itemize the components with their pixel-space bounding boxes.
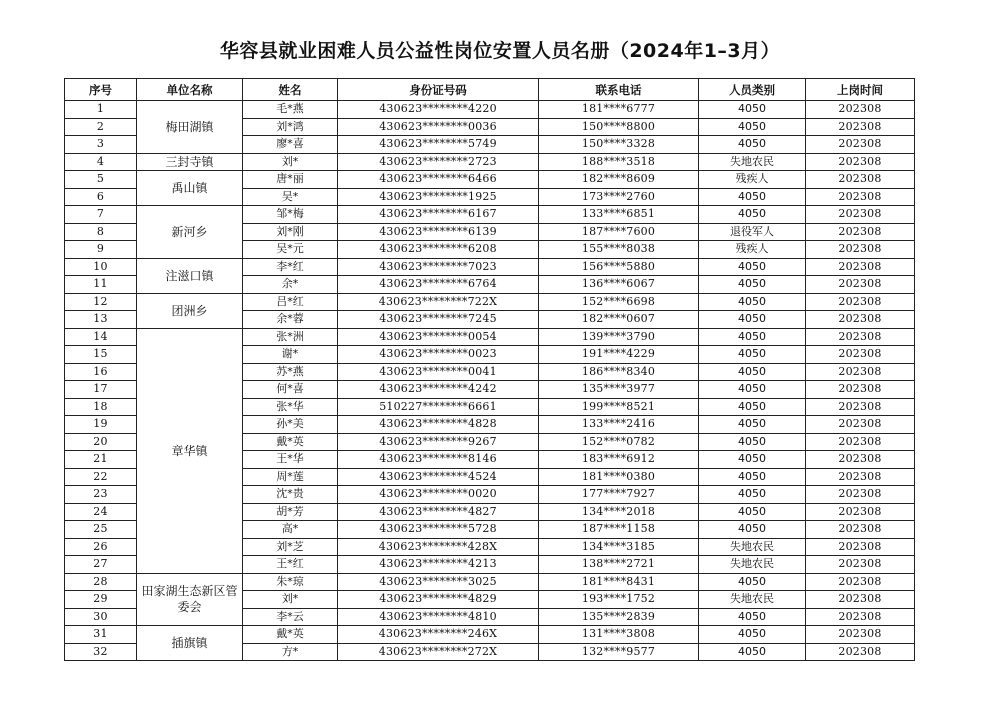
cell-category: 4050 bbox=[699, 486, 806, 504]
cell-category: 4050 bbox=[699, 206, 806, 224]
table-row bbox=[65, 153, 915, 171]
cell-phone: 187****1158 bbox=[539, 521, 699, 539]
cell-id: 430623********4242 bbox=[338, 381, 539, 399]
cell-no: 12 bbox=[65, 293, 137, 311]
cell-phone: 183****6912 bbox=[539, 451, 699, 469]
cell-name: 张*洲 bbox=[243, 328, 338, 346]
cell-phone: 133****2416 bbox=[539, 416, 699, 434]
cell-category: 4050 bbox=[699, 118, 806, 136]
cell-id: 430623********4220 bbox=[338, 101, 539, 119]
header-unit: 单位名称 bbox=[137, 79, 243, 101]
cell-phone: 155****8038 bbox=[539, 241, 699, 259]
cell-no: 5 bbox=[65, 171, 137, 189]
cell-category: 4050 bbox=[699, 521, 806, 539]
cell-start: 202308 bbox=[806, 643, 915, 661]
cell-phone: 136****6067 bbox=[539, 276, 699, 294]
cell-id: 430623********272X bbox=[338, 643, 539, 661]
personnel-table bbox=[64, 78, 915, 661]
cell-phone: 138****2721 bbox=[539, 556, 699, 574]
cell-category: 4050 bbox=[699, 608, 806, 626]
cell-start: 202308 bbox=[806, 171, 915, 189]
cell-category: 4050 bbox=[699, 503, 806, 521]
cell-category: 4050 bbox=[699, 468, 806, 486]
cell-category: 4050 bbox=[699, 363, 806, 381]
cell-name: 邹*梅 bbox=[243, 206, 338, 224]
cell-id: 510227********6661 bbox=[338, 398, 539, 416]
cell-name: 李*红 bbox=[243, 258, 338, 276]
cell-phone: 135****2839 bbox=[539, 608, 699, 626]
cell-id: 430623********4828 bbox=[338, 416, 539, 434]
cell-no: 23 bbox=[65, 486, 137, 504]
cell-category: 4050 bbox=[699, 293, 806, 311]
cell-name: 王*华 bbox=[243, 451, 338, 469]
cell-phone: 152****0782 bbox=[539, 433, 699, 451]
cell-id: 430623********1925 bbox=[338, 188, 539, 206]
cell-category: 4050 bbox=[699, 643, 806, 661]
cell-name: 李*云 bbox=[243, 608, 338, 626]
cell-id: 430623********7245 bbox=[338, 311, 539, 329]
cell-no: 32 bbox=[65, 643, 137, 661]
cell-no: 17 bbox=[65, 381, 137, 399]
cell-id: 430623********5749 bbox=[338, 136, 539, 154]
cell-phone: 135****3977 bbox=[539, 381, 699, 399]
cell-start: 202308 bbox=[806, 591, 915, 609]
cell-id: 430623********5728 bbox=[338, 521, 539, 539]
cell-id: 430623********0054 bbox=[338, 328, 539, 346]
cell-phone: 182****0607 bbox=[539, 311, 699, 329]
cell-category: 4050 bbox=[699, 136, 806, 154]
cell-no: 16 bbox=[65, 363, 137, 381]
cell-id: 430623********6764 bbox=[338, 276, 539, 294]
cell-no: 26 bbox=[65, 538, 137, 556]
cell-phone: 132****9577 bbox=[539, 643, 699, 661]
cell-name: 廖*喜 bbox=[243, 136, 338, 154]
cell-start: 202308 bbox=[806, 153, 915, 171]
cell-name: 吴* bbox=[243, 188, 338, 206]
cell-category: 4050 bbox=[699, 451, 806, 469]
cell-name: 刘* bbox=[243, 591, 338, 609]
cell-id: 430623********0023 bbox=[338, 346, 539, 364]
cell-id: 430623********4524 bbox=[338, 468, 539, 486]
cell-phone: 173****2760 bbox=[539, 188, 699, 206]
cell-name: 周*莲 bbox=[243, 468, 338, 486]
cell-phone: 188****3518 bbox=[539, 153, 699, 171]
cell-phone: 134****2018 bbox=[539, 503, 699, 521]
cell-phone: 187****7600 bbox=[539, 223, 699, 241]
cell-start: 202308 bbox=[806, 556, 915, 574]
cell-category: 4050 bbox=[699, 346, 806, 364]
cell-name: 孙*美 bbox=[243, 416, 338, 434]
cell-name: 苏*燕 bbox=[243, 363, 338, 381]
cell-no: 6 bbox=[65, 188, 137, 206]
cell-start: 202308 bbox=[806, 416, 915, 434]
cell-phone: 199****8521 bbox=[539, 398, 699, 416]
cell-id: 430623********4829 bbox=[338, 591, 539, 609]
cell-start: 202308 bbox=[806, 363, 915, 381]
cell-phone: 134****3185 bbox=[539, 538, 699, 556]
cell-no: 4 bbox=[65, 153, 137, 171]
cell-phone: 186****8340 bbox=[539, 363, 699, 381]
cell-start: 202308 bbox=[806, 328, 915, 346]
cell-unit: 章华镇 bbox=[137, 328, 243, 573]
cell-no: 29 bbox=[65, 591, 137, 609]
cell-id: 430623********8146 bbox=[338, 451, 539, 469]
cell-unit: 新河乡 bbox=[137, 206, 243, 259]
cell-category: 4050 bbox=[699, 328, 806, 346]
cell-no: 7 bbox=[65, 206, 137, 224]
header-no: 序号 bbox=[65, 79, 137, 101]
cell-start: 202308 bbox=[806, 521, 915, 539]
cell-id: 430623********4213 bbox=[338, 556, 539, 574]
page-title: 华容县就业困难人员公益性岗位安置人员名册（2024年1–3月） bbox=[219, 40, 781, 62]
table-row bbox=[65, 101, 915, 119]
cell-id: 430623********0041 bbox=[338, 363, 539, 381]
cell-unit: 梅田湖镇 bbox=[137, 101, 243, 154]
cell-id: 430623********722X bbox=[338, 293, 539, 311]
table-row bbox=[65, 328, 915, 346]
cell-no: 3 bbox=[65, 136, 137, 154]
cell-start: 202308 bbox=[806, 188, 915, 206]
cell-no: 21 bbox=[65, 451, 137, 469]
cell-name: 胡*芳 bbox=[243, 503, 338, 521]
cell-phone: 181****6777 bbox=[539, 101, 699, 119]
cell-name: 戴*英 bbox=[243, 626, 338, 644]
cell-no: 22 bbox=[65, 468, 137, 486]
cell-no: 14 bbox=[65, 328, 137, 346]
cell-phone: 181****8431 bbox=[539, 573, 699, 591]
cell-id: 430623********0020 bbox=[338, 486, 539, 504]
cell-name: 吕*红 bbox=[243, 293, 338, 311]
cell-no: 9 bbox=[65, 241, 137, 259]
cell-start: 202308 bbox=[806, 573, 915, 591]
cell-category: 失地农民 bbox=[699, 538, 806, 556]
table-row bbox=[65, 293, 915, 311]
cell-no: 19 bbox=[65, 416, 137, 434]
cell-phone: 152****6698 bbox=[539, 293, 699, 311]
cell-name: 王*红 bbox=[243, 556, 338, 574]
header-name: 姓名 bbox=[243, 79, 338, 101]
cell-id: 430623********4810 bbox=[338, 608, 539, 626]
cell-id: 430623********4827 bbox=[338, 503, 539, 521]
cell-no: 24 bbox=[65, 503, 137, 521]
cell-name: 刘* bbox=[243, 153, 338, 171]
cell-no: 30 bbox=[65, 608, 137, 626]
cell-start: 202308 bbox=[806, 311, 915, 329]
cell-name: 毛*燕 bbox=[243, 101, 338, 119]
cell-phone: 150****3328 bbox=[539, 136, 699, 154]
cell-name: 何*喜 bbox=[243, 381, 338, 399]
table-row bbox=[65, 206, 915, 224]
cell-start: 202308 bbox=[806, 468, 915, 486]
cell-start: 202308 bbox=[806, 276, 915, 294]
cell-category: 4050 bbox=[699, 398, 806, 416]
cell-name: 余* bbox=[243, 276, 338, 294]
cell-phone: 131****3808 bbox=[539, 626, 699, 644]
cell-category: 4050 bbox=[699, 381, 806, 399]
cell-start: 202308 bbox=[806, 433, 915, 451]
cell-phone: 133****6851 bbox=[539, 206, 699, 224]
cell-start: 202308 bbox=[806, 398, 915, 416]
header-phone: 联系电话 bbox=[539, 79, 699, 101]
cell-start: 202308 bbox=[806, 503, 915, 521]
table-row bbox=[65, 573, 915, 591]
cell-category: 残疾人 bbox=[699, 241, 806, 259]
cell-category: 4050 bbox=[699, 573, 806, 591]
cell-id: 430623********7023 bbox=[338, 258, 539, 276]
cell-unit: 插旗镇 bbox=[137, 626, 243, 661]
cell-id: 430623********9267 bbox=[338, 433, 539, 451]
cell-no: 18 bbox=[65, 398, 137, 416]
cell-no: 10 bbox=[65, 258, 137, 276]
cell-id: 430623********246X bbox=[338, 626, 539, 644]
cell-no: 15 bbox=[65, 346, 137, 364]
cell-start: 202308 bbox=[806, 486, 915, 504]
cell-category: 4050 bbox=[699, 101, 806, 119]
cell-category: 残疾人 bbox=[699, 171, 806, 189]
cell-category: 失地农民 bbox=[699, 591, 806, 609]
cell-name: 谢* bbox=[243, 346, 338, 364]
cell-start: 202308 bbox=[806, 451, 915, 469]
cell-start: 202308 bbox=[806, 608, 915, 626]
cell-phone: 139****3790 bbox=[539, 328, 699, 346]
cell-start: 202308 bbox=[806, 538, 915, 556]
cell-category: 退役军人 bbox=[699, 223, 806, 241]
cell-start: 202308 bbox=[806, 293, 915, 311]
cell-id: 430623********6208 bbox=[338, 241, 539, 259]
cell-category: 4050 bbox=[699, 258, 806, 276]
cell-id: 430623********6466 bbox=[338, 171, 539, 189]
cell-start: 202308 bbox=[806, 223, 915, 241]
cell-unit: 三封寺镇 bbox=[137, 153, 243, 171]
cell-name: 刘*芝 bbox=[243, 538, 338, 556]
cell-phone: 150****8800 bbox=[539, 118, 699, 136]
cell-name: 吴*元 bbox=[243, 241, 338, 259]
cell-name: 高* bbox=[243, 521, 338, 539]
cell-category: 4050 bbox=[699, 416, 806, 434]
cell-phone: 156****5880 bbox=[539, 258, 699, 276]
cell-category: 失地农民 bbox=[699, 153, 806, 171]
cell-no: 2 bbox=[65, 118, 137, 136]
cell-start: 202308 bbox=[806, 241, 915, 259]
cell-id: 430623********2723 bbox=[338, 153, 539, 171]
cell-name: 张*华 bbox=[243, 398, 338, 416]
cell-name: 唐*丽 bbox=[243, 171, 338, 189]
cell-id: 430623********6139 bbox=[338, 223, 539, 241]
cell-no: 8 bbox=[65, 223, 137, 241]
cell-start: 202308 bbox=[806, 258, 915, 276]
cell-start: 202308 bbox=[806, 626, 915, 644]
cell-phone: 191****4229 bbox=[539, 346, 699, 364]
cell-phone: 182****8609 bbox=[539, 171, 699, 189]
cell-start: 202308 bbox=[806, 118, 915, 136]
cell-category: 4050 bbox=[699, 311, 806, 329]
cell-id: 430623********428X bbox=[338, 538, 539, 556]
cell-category: 4050 bbox=[699, 626, 806, 644]
cell-phone: 181****0380 bbox=[539, 468, 699, 486]
cell-name: 沈*贵 bbox=[243, 486, 338, 504]
cell-category: 4050 bbox=[699, 188, 806, 206]
cell-name: 刘*刚 bbox=[243, 223, 338, 241]
table-header-row bbox=[65, 79, 915, 101]
cell-category: 失地农民 bbox=[699, 556, 806, 574]
cell-start: 202308 bbox=[806, 206, 915, 224]
cell-start: 202308 bbox=[806, 101, 915, 119]
table-row bbox=[65, 626, 915, 644]
cell-start: 202308 bbox=[806, 381, 915, 399]
header-id: 身份证号码 bbox=[338, 79, 539, 101]
cell-no: 25 bbox=[65, 521, 137, 539]
header-category: 人员类别 bbox=[699, 79, 806, 101]
cell-start: 202308 bbox=[806, 136, 915, 154]
table-row bbox=[65, 258, 915, 276]
table-row bbox=[65, 171, 915, 189]
cell-name: 戴*英 bbox=[243, 433, 338, 451]
cell-name: 方* bbox=[243, 643, 338, 661]
cell-no: 27 bbox=[65, 556, 137, 574]
cell-unit: 注滋口镇 bbox=[137, 258, 243, 293]
cell-no: 1 bbox=[65, 101, 137, 119]
cell-no: 20 bbox=[65, 433, 137, 451]
cell-id: 430623********6167 bbox=[338, 206, 539, 224]
cell-no: 31 bbox=[65, 626, 137, 644]
cell-no: 28 bbox=[65, 573, 137, 591]
cell-category: 4050 bbox=[699, 276, 806, 294]
cell-id: 430623********0036 bbox=[338, 118, 539, 136]
cell-phone: 193****1752 bbox=[539, 591, 699, 609]
cell-id: 430623********3025 bbox=[338, 573, 539, 591]
cell-no: 11 bbox=[65, 276, 137, 294]
cell-unit: 禹山镇 bbox=[137, 171, 243, 206]
table-body bbox=[65, 101, 915, 661]
cell-start: 202308 bbox=[806, 346, 915, 364]
cell-name: 刘*鸿 bbox=[243, 118, 338, 136]
cell-no: 13 bbox=[65, 311, 137, 329]
cell-phone: 177****7927 bbox=[539, 486, 699, 504]
header-start: 上岗时间 bbox=[806, 79, 915, 101]
cell-unit: 田家湖生态新区管委会 bbox=[137, 573, 243, 626]
cell-name: 朱*琼 bbox=[243, 573, 338, 591]
cell-name: 余*蓉 bbox=[243, 311, 338, 329]
cell-unit: 团洲乡 bbox=[137, 293, 243, 328]
cell-category: 4050 bbox=[699, 433, 806, 451]
